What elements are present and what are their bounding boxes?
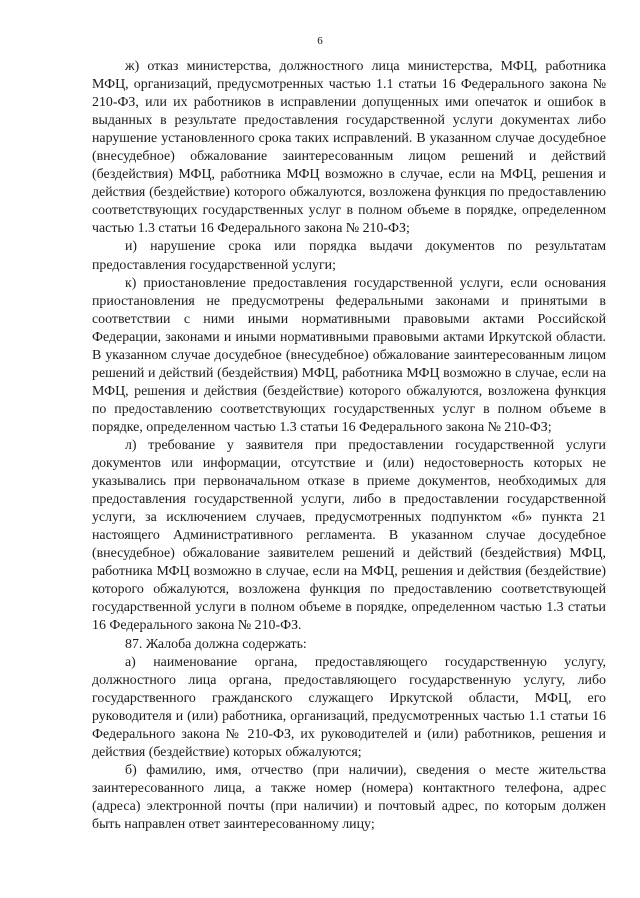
paragraph-b: б) фамилию, имя, отчество (при наличии), сведения о месте жительства заинтересованного лица, а также номер (номера) контактного телефона, адрес (адреса) электронной почты (при наличии) и почтовый адрес, по которым должен быть направлен ответ заинтересованному лицу; — [92, 762, 606, 832]
paragraph-zh: ж) отказ министерства, должностного лица министерства, МФЦ, работника МФЦ, организаций, предусмотренных частью 1.1 статьи 16 Федерального закона № 210-ФЗ, или их работников в исправлении допущенных ими опечаток и ошибок в выданных в результате предоставления государственной услуги документах либо нарушение установленного срока таких исправлений. В указанном случае досудебное (внесудебное) обжалование заинтересованным лицом решений и действий (бездействия) МФЦ, работника МФЦ возможно в случае, если на МФЦ, решения и действия (бездействие) которого обжалуются, возложена функция по предоставлению соответствующих государственных услуг в полном объеме в порядке, определенном частью 1.3 статьи 16 Федерального закона № 210-ФЗ; — [92, 59, 606, 237]
document-body — [92, 58, 606, 834]
paragraph-k: к) приостановление предоставления государственной услуги, если основания приостановления не предусмотрены федеральными законами и принятыми в соответствии с ними иными нормативными правовыми актами Российской Федерации, законами и иными нормативными правовыми актами Иркутской области. В указанном случае досудебное (внесудебное) обжалование заинтересованным лицом решений и действий (бездействия) МФЦ, работника МФЦ возможно в случае, если на МФЦ, решения и действия (бездействие) которого обжалуются, возложена функция по предоставлению соответствующих государственных услуг в полном объеме в порядке, определенном частью 1.3 статьи 16 Федерального закона № 210-ФЗ; — [92, 275, 606, 435]
paragraph-i: и) нарушение срока или порядка выдачи документов по результатам предоставления государственной услуги; — [92, 239, 606, 273]
paragraph-l: л) требование у заявителя при предоставлении государственной услуги документов или информации, отсутствие и (или) недостоверность которых не указывались при первоначальном отказе в приеме документов, необходимых для предоставления государственной услуги, либо в предоставлении государственной услуги, за исключением случаев, предусмотренных подпунктом «б» пункта 21 настоящего Административного регламента. В указанном случае досудебное (внесудебное) обжалование заявителем решений и действий (бездействия) МФЦ, работника МФЦ возможно в случае, если на МФЦ, решения и действия (бездействие) которого обжалуются, возложена функция по предоставлению соответствующей государственной услуги в полном объеме в порядке, определенном частью 1.3 статьи 16 Федерального закона № 210-ФЗ. — [92, 437, 606, 634]
paragraph-87-heading: 87. Жалоба должна содержать: — [125, 636, 307, 652]
page-number: 6 — [317, 35, 323, 47]
paragraph-a: а) наименование органа, предоставляющего государственную услугу, должностного лица органа, предоставляющего государственную услугу, либо государственного гражданского служащего Иркутской области, МФЦ, его руководителя и (или) работника, организаций, предусмотренных частью 1.1 статьи 16 Федерального закона № 210-ФЗ, их руководителей и (или) работников, решения и действия (бездействие) которых обжалуются; — [92, 654, 606, 760]
